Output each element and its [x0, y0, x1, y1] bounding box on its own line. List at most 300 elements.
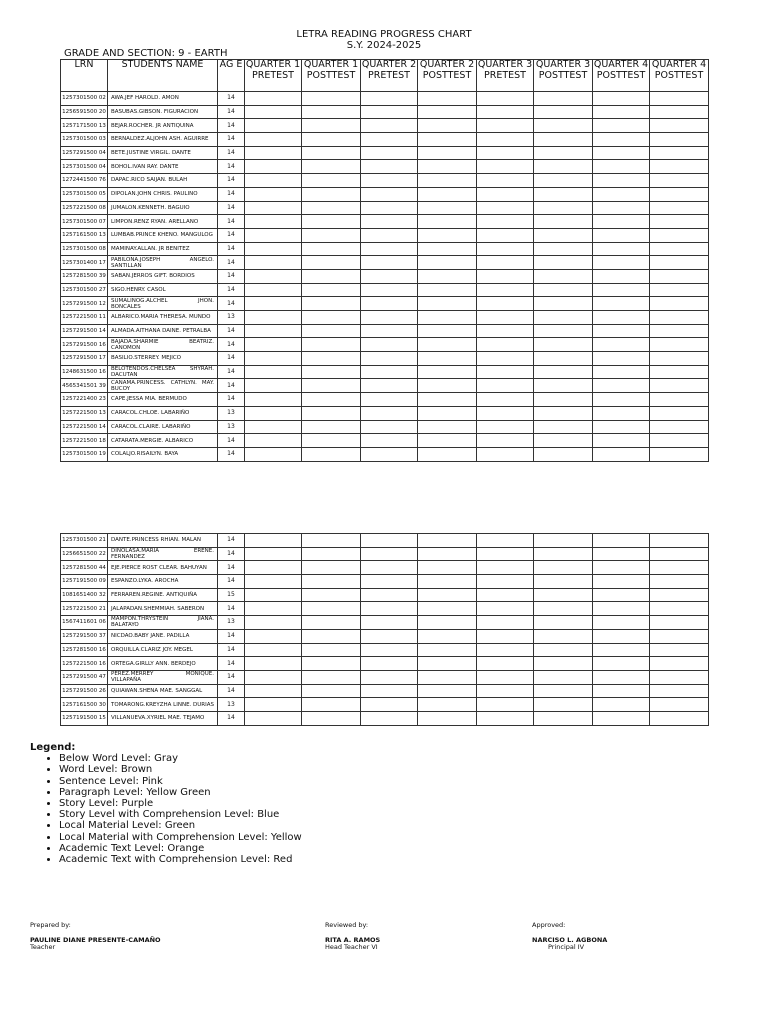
cell-score [534, 643, 593, 657]
cell-score [302, 602, 361, 616]
cell-student-name: ORTEGA.GIRLLY ANN. BERDEJO [108, 657, 218, 671]
cell-score [534, 311, 593, 325]
col-age: AG E [218, 60, 245, 92]
cell-score [650, 393, 709, 407]
cell-score [302, 105, 361, 119]
cell-score [361, 588, 418, 602]
grade-section: GRADE AND SECTION: 9 - EARTH [64, 48, 228, 59]
cell-age: 15 [218, 588, 245, 602]
cell-score [534, 133, 593, 147]
legend-item: • Academic Text Level: Orange [59, 843, 302, 854]
cell-score [650, 365, 709, 379]
cell-score [477, 447, 534, 461]
cell-student-name: SIGO.HENRY. CASOL [108, 283, 218, 297]
cell-score [650, 447, 709, 461]
cell-score [477, 311, 534, 325]
cell-score [650, 534, 709, 548]
cell-lrn: 1257291500 37 [61, 629, 108, 643]
cell-score [650, 297, 709, 311]
cell-lrn: 1257301500 04 [61, 160, 108, 174]
cell-score [302, 534, 361, 548]
cell-score [418, 420, 477, 434]
cell-student-name: ALMADA.AITHANA DAINE. PETRALBA [108, 324, 218, 338]
col-lrn: LRN [61, 60, 108, 92]
cell-score [418, 174, 477, 188]
cell-score [418, 297, 477, 311]
cell-score [477, 119, 534, 133]
cell-score [418, 602, 477, 616]
cell-score [302, 379, 361, 393]
cell-score [361, 365, 418, 379]
cell-score [593, 324, 650, 338]
cell-score [650, 698, 709, 712]
cell-lrn: 1257301400 17 [61, 256, 108, 270]
cell-score [302, 324, 361, 338]
cell-score [650, 269, 709, 283]
cell-age: 14 [218, 324, 245, 338]
legend-item: • Word Level: Brown [59, 764, 302, 775]
cell-score [418, 92, 477, 106]
cell-score [245, 92, 302, 106]
cell-age: 14 [218, 174, 245, 188]
cell-age: 14 [218, 575, 245, 589]
cell-score [302, 588, 361, 602]
col-q1-posttest: QUARTER 1 POSTTEST [302, 60, 361, 92]
cell-score [361, 297, 418, 311]
cell-score [418, 269, 477, 283]
cell-score [245, 297, 302, 311]
cell-score [418, 324, 477, 338]
cell-score [477, 684, 534, 698]
col-q2-pretest: QUARTER 2 PRETEST [361, 60, 418, 92]
cell-score [302, 393, 361, 407]
cell-student-name: CAPE.JESSA MIA. BERMUDO [108, 393, 218, 407]
cell-student-name: SABAN.JERROS GIFT. BORDIOS [108, 269, 218, 283]
cell-score [245, 283, 302, 297]
table-row [61, 119, 709, 133]
cell-lrn: 1257291500 26 [61, 684, 108, 698]
cell-score [302, 684, 361, 698]
cell-score [593, 269, 650, 283]
cell-score [418, 393, 477, 407]
cell-score [302, 561, 361, 575]
cell-student-name: BERNALDEZ.ALJOHN ASH. AGUIRRE [108, 133, 218, 147]
cell-score [361, 324, 418, 338]
cell-score [418, 338, 477, 352]
cell-score [477, 406, 534, 420]
cell-student-name: BELOTENDOS.CHELSEA SHYRAH. DACUTAN [108, 365, 218, 379]
document-title: LETRA READING PROGRESS CHART [296, 29, 472, 40]
cell-score [650, 242, 709, 256]
cell-student-name: VILLANUEVA.XYRIEL MAE. TEJAMO [108, 711, 218, 725]
cell-score [361, 311, 418, 325]
cell-score [361, 256, 418, 270]
cell-score [477, 105, 534, 119]
cell-score [593, 215, 650, 229]
cell-score [534, 160, 593, 174]
cell-score [418, 215, 477, 229]
cell-score [534, 215, 593, 229]
cell-score [593, 434, 650, 448]
cell-score [302, 311, 361, 325]
cell-score [650, 256, 709, 270]
table-row [61, 297, 709, 311]
cell-score [418, 283, 477, 297]
cell-score [534, 698, 593, 712]
prepared-by-role: Teacher [30, 943, 56, 951]
cell-score [245, 133, 302, 147]
cell-score [418, 670, 477, 684]
cell-score [477, 228, 534, 242]
cell-score [477, 92, 534, 106]
cell-score [477, 379, 534, 393]
cell-lrn: 1257191500 15 [61, 711, 108, 725]
cell-score [418, 657, 477, 671]
cell-score [302, 547, 361, 561]
cell-score [245, 365, 302, 379]
cell-score [245, 434, 302, 448]
table-row [61, 447, 709, 461]
cell-score [361, 547, 418, 561]
cell-score [593, 575, 650, 589]
table-row [61, 711, 709, 725]
cell-score [534, 187, 593, 201]
cell-score [650, 420, 709, 434]
cell-score [593, 602, 650, 616]
cell-score [418, 242, 477, 256]
cell-score [418, 146, 477, 160]
cell-lrn: 1272441500 76 [61, 174, 108, 188]
cell-score [418, 201, 477, 215]
cell-score [361, 283, 418, 297]
cell-score [477, 434, 534, 448]
cell-age: 14 [218, 379, 245, 393]
cell-age: 14 [218, 547, 245, 561]
table-row [61, 133, 709, 147]
cell-student-name: BASUBAS.GIBSON. FIGURACION [108, 105, 218, 119]
cell-score [650, 547, 709, 561]
cell-age: 14 [218, 657, 245, 671]
cell-score [477, 174, 534, 188]
cell-score [302, 352, 361, 366]
table-row [61, 174, 709, 188]
legend-list [30, 753, 302, 865]
cell-age: 14 [218, 434, 245, 448]
cell-score [361, 352, 418, 366]
cell-score [245, 256, 302, 270]
cell-score [534, 561, 593, 575]
col-q3-posttest: QUARTER 3 POSTTEST [534, 60, 593, 92]
cell-score [650, 215, 709, 229]
cell-score [534, 297, 593, 311]
cell-score [534, 406, 593, 420]
col-q2-posttest: QUARTER 2 POSTTEST [418, 60, 477, 92]
cell-score [650, 588, 709, 602]
cell-score [477, 616, 534, 630]
cell-score [302, 420, 361, 434]
cell-student-name: CARACOL.CHLOE. LABARIÑO [108, 406, 218, 420]
cell-score [418, 534, 477, 548]
cell-lrn: 1081651400 32 [61, 588, 108, 602]
cell-score [650, 338, 709, 352]
legend-item: • Sentence Level: Pink [59, 776, 302, 787]
cell-score [245, 657, 302, 671]
cell-score [302, 256, 361, 270]
cell-score [418, 547, 477, 561]
cell-student-name: JUMALON.KENNETH. BAGUIO [108, 201, 218, 215]
cell-score [477, 215, 534, 229]
cell-score [477, 201, 534, 215]
cell-score [593, 547, 650, 561]
cell-score [593, 352, 650, 366]
cell-student-name: ALBARICO.MARIA THERESA. MUNDO [108, 311, 218, 325]
cell-score [361, 92, 418, 106]
cell-score [302, 187, 361, 201]
approved-by-role: Principal IV [548, 943, 585, 951]
cell-score [418, 434, 477, 448]
table-row [61, 575, 709, 589]
cell-age: 14 [218, 338, 245, 352]
table-row [61, 201, 709, 215]
cell-score [361, 174, 418, 188]
cell-age: 13 [218, 420, 245, 434]
cell-score [245, 698, 302, 712]
cell-score [245, 324, 302, 338]
cell-score [534, 447, 593, 461]
cell-score [302, 406, 361, 420]
cell-score [593, 365, 650, 379]
table-row [61, 228, 709, 242]
cell-lrn: 1257161500 13 [61, 228, 108, 242]
cell-student-name: NICDAO.BABY JANE. PADILLA [108, 629, 218, 643]
approved-by-block [532, 922, 607, 952]
cell-score [245, 352, 302, 366]
cell-score [534, 201, 593, 215]
cell-score [534, 338, 593, 352]
cell-score [593, 670, 650, 684]
cell-age: 14 [218, 684, 245, 698]
cell-score [650, 657, 709, 671]
cell-student-name: BEJAR.ROCHER. JR ANTIQUINA [108, 119, 218, 133]
cell-student-name: MAMINAY.ALLAN. JR BENITEZ [108, 242, 218, 256]
cell-age: 14 [218, 283, 245, 297]
cell-score [477, 561, 534, 575]
cell-score [302, 133, 361, 147]
cell-score [477, 283, 534, 297]
cell-score [650, 201, 709, 215]
cell-score [650, 146, 709, 160]
cell-score [650, 629, 709, 643]
cell-score [534, 602, 593, 616]
cell-score [361, 711, 418, 725]
cell-score [418, 311, 477, 325]
cell-score [302, 643, 361, 657]
cell-score [245, 406, 302, 420]
cell-age: 14 [218, 297, 245, 311]
cell-age: 14 [218, 534, 245, 548]
table-row [61, 561, 709, 575]
cell-score [245, 228, 302, 242]
cell-lrn: 1257301500 02 [61, 92, 108, 106]
cell-score [418, 228, 477, 242]
cell-age: 13 [218, 616, 245, 630]
cell-score [361, 269, 418, 283]
cell-score [534, 420, 593, 434]
col-q4-posttest-a: QUARTER 4 POSTTEST [593, 60, 650, 92]
cell-score [245, 146, 302, 160]
cell-student-name: LUMBAB.PRINCE KHENO. MANGULOG [108, 228, 218, 242]
cell-score [593, 187, 650, 201]
cell-score [361, 534, 418, 548]
table-row [61, 684, 709, 698]
cell-lrn: 1257191500 09 [61, 575, 108, 589]
cell-score [593, 242, 650, 256]
cell-score [302, 201, 361, 215]
cell-score [477, 365, 534, 379]
cell-score [593, 133, 650, 147]
cell-score [361, 657, 418, 671]
cell-score [650, 352, 709, 366]
cell-student-name: PEREZ.MERREY MONIQUE. VILLAPAÑA [108, 670, 218, 684]
cell-score [245, 393, 302, 407]
cell-score [361, 393, 418, 407]
cell-score [302, 283, 361, 297]
cell-student-name: COLALJO.RISAILYN. BAYA [108, 447, 218, 461]
cell-score [477, 269, 534, 283]
cell-score [361, 670, 418, 684]
reviewed-by-name: RITA A. RAMOS [325, 935, 381, 944]
cell-age: 14 [218, 242, 245, 256]
cell-score [361, 698, 418, 712]
cell-score [534, 534, 593, 548]
cell-lrn: 1257161500 30 [61, 698, 108, 712]
cell-score [534, 657, 593, 671]
cell-lrn: 1257221500 18 [61, 434, 108, 448]
cell-score [534, 352, 593, 366]
cell-score [302, 160, 361, 174]
cell-age: 14 [218, 160, 245, 174]
cell-score [534, 365, 593, 379]
cell-score [650, 119, 709, 133]
cell-score [418, 684, 477, 698]
cell-student-name: DANTE.PRINCESS RHIAN. MALAN [108, 534, 218, 548]
cell-score [534, 575, 593, 589]
progress-table-page-2 [60, 533, 709, 726]
cell-score [477, 187, 534, 201]
cell-score [477, 629, 534, 643]
cell-score [361, 602, 418, 616]
cell-score [477, 643, 534, 657]
cell-age: 14 [218, 365, 245, 379]
cell-score [302, 297, 361, 311]
cell-age: 14 [218, 602, 245, 616]
cell-student-name: TOMARONG.KREYZHA LINNE. DURIAS [108, 698, 218, 712]
cell-score [361, 434, 418, 448]
cell-score [534, 379, 593, 393]
cell-score [245, 684, 302, 698]
cell-score [593, 657, 650, 671]
approved-by-label: Approved: [532, 921, 566, 929]
cell-score [418, 256, 477, 270]
cell-score [593, 256, 650, 270]
cell-score [245, 575, 302, 589]
cell-student-name: CANAMA.PRINCESS. CATHLYN. MAY. BUCOY [108, 379, 218, 393]
legend-item: • Story Level with Comprehension Level: Blue [59, 809, 302, 820]
cell-score [361, 629, 418, 643]
cell-score [477, 242, 534, 256]
table-row [61, 588, 709, 602]
cell-score [650, 575, 709, 589]
table-row [61, 670, 709, 684]
cell-score [361, 242, 418, 256]
cell-student-name: MAMPON.THRYSTEIN JIANA. BALATAYO [108, 616, 218, 630]
cell-lrn: 1248631500 16 [61, 365, 108, 379]
cell-score [361, 575, 418, 589]
table-row [61, 602, 709, 616]
cell-score [534, 256, 593, 270]
cell-student-name: BOHOL.IVAN RAY. DANTE [108, 160, 218, 174]
cell-age: 14 [218, 629, 245, 643]
cell-score [245, 588, 302, 602]
cell-score [418, 133, 477, 147]
cell-score [650, 406, 709, 420]
cell-student-name: SUMALINOG.ALCHEL JHON. BONCALES [108, 297, 218, 311]
cell-student-name: DINOLASA.MARIA ERENE. FERNANDEZ [108, 547, 218, 561]
cell-score [593, 393, 650, 407]
table-row [61, 434, 709, 448]
cell-score [245, 670, 302, 684]
cell-age: 14 [218, 146, 245, 160]
cell-score [534, 711, 593, 725]
reviewed-by-label: Reviewed by: [325, 921, 369, 929]
table-row [61, 105, 709, 119]
cell-score [361, 215, 418, 229]
cell-score [534, 629, 593, 643]
cell-score [302, 629, 361, 643]
cell-score [418, 588, 477, 602]
cell-score [361, 119, 418, 133]
cell-score [477, 657, 534, 671]
cell-score [418, 616, 477, 630]
table-row [61, 534, 709, 548]
cell-lrn: 1257301500 03 [61, 133, 108, 147]
cell-score [534, 228, 593, 242]
cell-lrn: 1257301500 07 [61, 215, 108, 229]
cell-score [477, 698, 534, 712]
cell-score [534, 588, 593, 602]
cell-score [650, 434, 709, 448]
cell-score [477, 133, 534, 147]
cell-score [650, 561, 709, 575]
cell-score [302, 119, 361, 133]
table-row [61, 420, 709, 434]
table-row [61, 629, 709, 643]
cell-score [361, 643, 418, 657]
cell-lrn: 1257221500 11 [61, 311, 108, 325]
cell-score [650, 379, 709, 393]
table-row [61, 256, 709, 270]
cell-score [418, 187, 477, 201]
cell-score [245, 629, 302, 643]
cell-score [245, 547, 302, 561]
table-row [61, 187, 709, 201]
legend-item: • Below Word Level: Gray [59, 753, 302, 764]
cell-score [245, 616, 302, 630]
cell-score [593, 228, 650, 242]
cell-score [418, 379, 477, 393]
cell-score [361, 105, 418, 119]
cell-score [593, 201, 650, 215]
